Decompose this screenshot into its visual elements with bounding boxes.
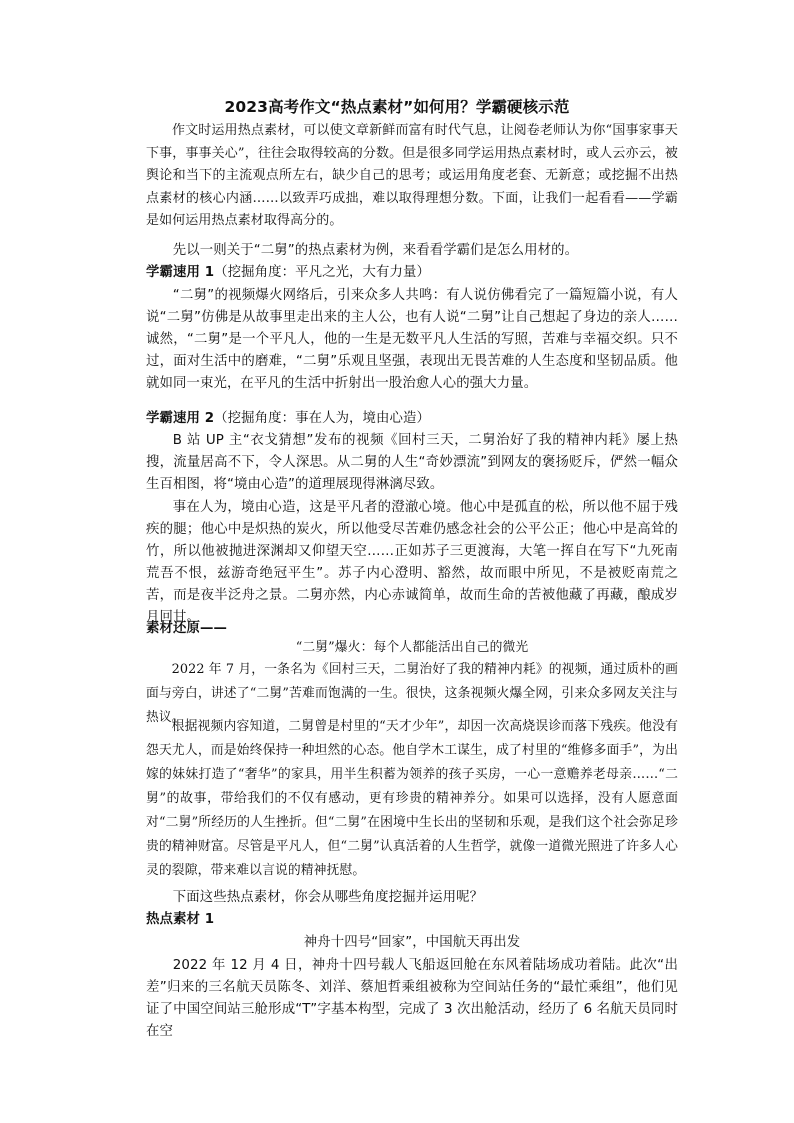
intro-paragraph: 作文时运用热点素材，可以使文章新鲜而富有时代气息，让阅卷老师认为你“国事家事天下事，事事关心”，往往会取得较高的分数。但是很多同学运用热点素材时，或人云亦云，被舆论和当下的主流观点所左右，缺少自己的思考；或运用角度老套、无新意；或挖掘不出热点素材的核心内涵……以致弄巧成拙，难以取得理想分数。下面，让我们一起看看——学霸是如何运用热点素材取得高分的。 [146, 123, 678, 228]
source-title: “二舅”爆火：每个人都能活出自己的微光 [295, 640, 529, 655]
hot1-heading: 热点素材 1 [146, 912, 215, 927]
usage2-paragraph-2: 事在人为，境由心造，这是平凡者的澄澈心境。他心中是孤直的松，所以他不屈于残疾的腿；他心中是炽热的炭火，所以他受尽苦难仍感念社会的公平公正；他心中是高耸的竹，所以他被抛进深渊却又仰望天空……正如苏子三更渡海，大笔一挥自在写下“九死南荒吾不恨，兹游奇绝冠平生”。苏子内心澄明、豁然，故而眼中所见，不是被贬南荒之苦，而是夜半泛舟之景。二舅亦然，内心赤诚简单，故而生命的苦被他藏了再藏，酿成岁月回甘。 [146, 500, 678, 625]
lead-paragraph: 先以一则关于“二舅”的热点素材为例，来看看学霸们是怎么用材的。 [172, 243, 579, 258]
usage2-heading-label: 学霸速用 2 [146, 411, 215, 426]
usage2-paragraph-1: B 站 UP 主“衣戈猜想”发布的视频《回村三天，二舅治好了我的精神内耗》屡上热搜，流量居高不下，令人深思。从二舅的人生“奇妙漂流”到网友的褒扬贬斥，俨然一幅众生百相图，将“境由心造”的道理展现得淋漓尽致。 [146, 433, 678, 492]
usage1-heading [146, 262, 430, 284]
question-paragraph: 下面这些热点素材，你会从哪些角度挖掘并运用呢？ [172, 890, 484, 905]
hot1-paragraph: 2022 年 12 月 4 日，神舟十四号载人飞船返回舱在东风着陆场成功着陆。此次“出差”归来的三名航天员陈冬、刘洋、蔡旭哲乘组被称为空间站任务的“最忙乘组”，他们见证了中国空间站三舱形成“T”字基本构型，完成了 3 次出舱活动，经历了 6 名航天员同时在空 [146, 958, 678, 1039]
usage2-heading [146, 408, 430, 430]
source-heading: 素材还原—— [146, 621, 227, 636]
page-title: 2023高考作文“热点素材”如何用？学霸硬核示范 [224, 98, 570, 116]
usage1-paragraph: “二舅”的视频爆火网络后，引来众多人共鸣：有人说仿佛看完了一篇短篇小说，有人说“二舅”仿佛是从故事里走出来的主人公，也有人说“二舅”让自己想起了身边的亲人……诚然，“二舅”是一个平凡人，他的一生是无数平凡人生活的写照，苦难与幸福交织。只不过，面对生活中的磨难，“二舅”乐观且坚强，表现出无畏苦难的人生态度和坚韧品质。他就如同一束光，在平凡的生活中折射出一股治愈人心的强大力量。 [146, 288, 678, 391]
source-paragraph-1: 2022 年 7 月，一条名为《回村三天，二舅治好了我的精神内耗》的视频，通过质朴的画面与旁白，讲述了“二舅”苦难而饱满的一生。很快，这条视频火爆全网，引来众多网友关注与热议。 [146, 662, 678, 725]
usage1-angle: （挖掘角度：平凡之光，大有力量） [214, 265, 431, 280]
source-paragraph-2: 根据视频内容知道，二舅曾是村里的“天才少年”，却因一次高烧误诊而落下残疾。他没有怨天尤人，而是始终保持一种坦然的心态。他自学木工谋生，成了村里的“维修多面手”，为出嫁的妹妹打造了“奢华”的家具，用半生积蓄为领养的孩子买房，一心一意赡养老母亲……“二舅”的故事，带给我们的不仅有感动，更有珍贵的精神养分。如果可以选择，没有人愿意面对“二舅”所经历的人生挫折。但“二舅”在困境中生长出的坚韧和乐观，是我们这个社会弥足珍贵的精神财富。尽管是平凡人，但“二舅”认真活着的人生哲学，就像一道微光照进了许多人心灵的裂隙，带来难以言说的精神抚慰。 [146, 719, 678, 878]
hot1-title: 神舟十四号“回家”，中国航天再出发 [303, 935, 521, 950]
usage2-angle: （挖掘角度：事在人为，境由心造） [214, 411, 431, 426]
usage1-heading-label: 学霸速用 1 [146, 265, 215, 280]
